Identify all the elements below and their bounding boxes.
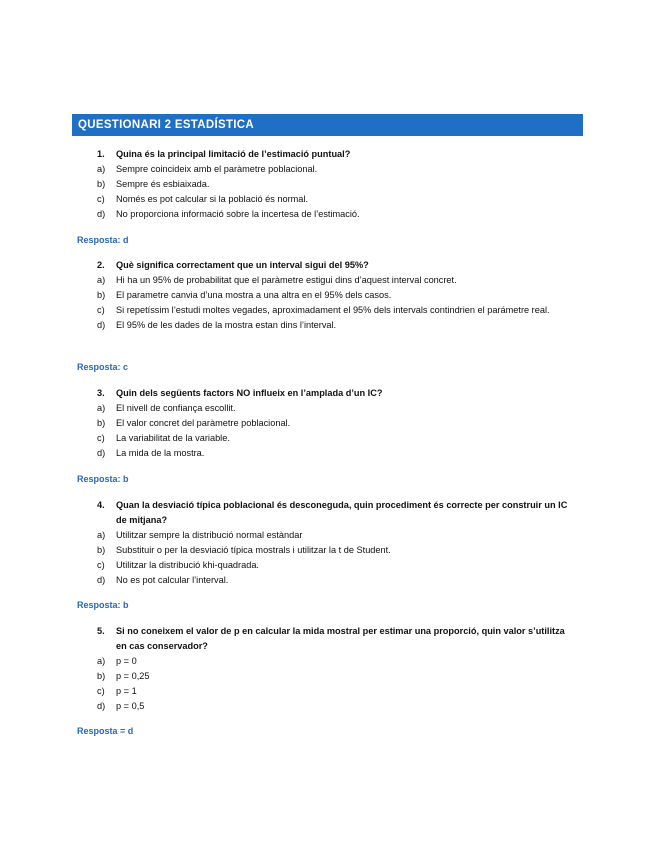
question-text: Què significa correctament que un interval sigui del 95%?: [116, 260, 369, 270]
question-2: [97, 258, 577, 333]
question-number: 1.: [97, 149, 105, 159]
option-letter: b): [97, 179, 106, 189]
question-text: Si no coneixem el valor de p en calcular la mida mostral per estimar una proporció, quin valor s’utilitza en cas conservador?: [116, 626, 565, 651]
answer-2: Resposta: c: [77, 362, 129, 372]
option-text: El 95% de les dades de la mostra estan dins l’interval.: [116, 320, 337, 330]
question-number: 4.: [97, 500, 105, 510]
option-letter: b): [97, 545, 106, 555]
option-text: Utilitzar sempre la distribució normal estàndar: [116, 530, 303, 540]
option-text: El parametre canvia d’una mostra a una altra en el 95% dels casos.: [116, 290, 392, 300]
option-text: Utilitzar la distribució khi-quadrada.: [116, 560, 259, 570]
option-letter: d): [97, 209, 106, 219]
question-5: [97, 624, 577, 714]
option-text: p = 0,25: [116, 671, 150, 681]
option-text: Hi ha un 95% de probabilitat que el paràmetre estigui dins d’aquest interval concret.: [116, 275, 457, 285]
question-4: [97, 498, 577, 588]
question-text: Quin dels següents factors NO influeix en l’amplada d’un IC?: [116, 388, 383, 398]
option-letter: c): [97, 686, 105, 696]
option-text: El nivell de confiança escollit.: [116, 403, 236, 413]
option-text: El valor concret del paràmetre poblacional.: [116, 418, 291, 428]
option-letter: c): [97, 305, 105, 315]
option-letter: b): [97, 671, 106, 681]
option-letter: a): [97, 656, 106, 666]
question-number: 3.: [97, 388, 105, 398]
option-letter: d): [97, 575, 106, 585]
option-text: p = 0: [116, 656, 137, 666]
option-letter: a): [97, 275, 106, 285]
option-letter: d): [97, 701, 106, 711]
option-text: Substituir o per la desviació típica mostrals i utilitzar la t de Student.: [116, 545, 391, 555]
answer-3: Resposta: b: [77, 474, 129, 484]
option-text: Sempre és esbiaixada.: [116, 179, 210, 189]
option-text: Només es pot calcular si la població és normal.: [116, 194, 309, 204]
option-letter: d): [97, 320, 106, 330]
question-number: 2.: [97, 260, 105, 270]
page-title: QUESTIONARI 2 ESTADÍSTICA: [72, 114, 583, 136]
option-text: La variabilitat de la variable.: [116, 433, 230, 443]
option-letter: a): [97, 164, 106, 174]
option-letter: a): [97, 530, 106, 540]
answer-1: Resposta: d: [77, 235, 129, 245]
question-1: [97, 147, 577, 222]
question-3: [97, 386, 577, 461]
option-letter: a): [97, 403, 106, 413]
question-text: Quan la desviació típica poblacional és desconeguda, quin procediment és correcte per construir un IC de mitjana?: [116, 500, 568, 525]
option-text: No es pot calcular l’interval.: [116, 575, 229, 585]
answer-5: Resposta = d: [77, 726, 134, 736]
question-text: Quina és la principal limitació de l’estimació puntual?: [116, 149, 351, 159]
option-letter: d): [97, 448, 106, 458]
option-letter: c): [97, 433, 105, 443]
option-letter: c): [97, 194, 105, 204]
option-letter: b): [97, 290, 106, 300]
option-letter: b): [97, 418, 106, 428]
question-number: 5.: [97, 626, 105, 636]
option-text: Sempre coincideix amb el paràmetre poblacional.: [116, 164, 318, 174]
option-text: La mida de la mostra.: [116, 448, 205, 458]
option-text: p = 0,5: [116, 701, 145, 711]
option-text: Si repetíssim l’estudi moltes vegades, aproximadament el 95% dels intervals contindrien el parámetre real.: [116, 305, 550, 315]
answer-4: Resposta: b: [77, 600, 129, 610]
option-text: No proporciona informació sobre la incertesa de l’estimació.: [116, 209, 360, 219]
option-letter: c): [97, 560, 105, 570]
option-text: p = 1: [116, 686, 137, 696]
